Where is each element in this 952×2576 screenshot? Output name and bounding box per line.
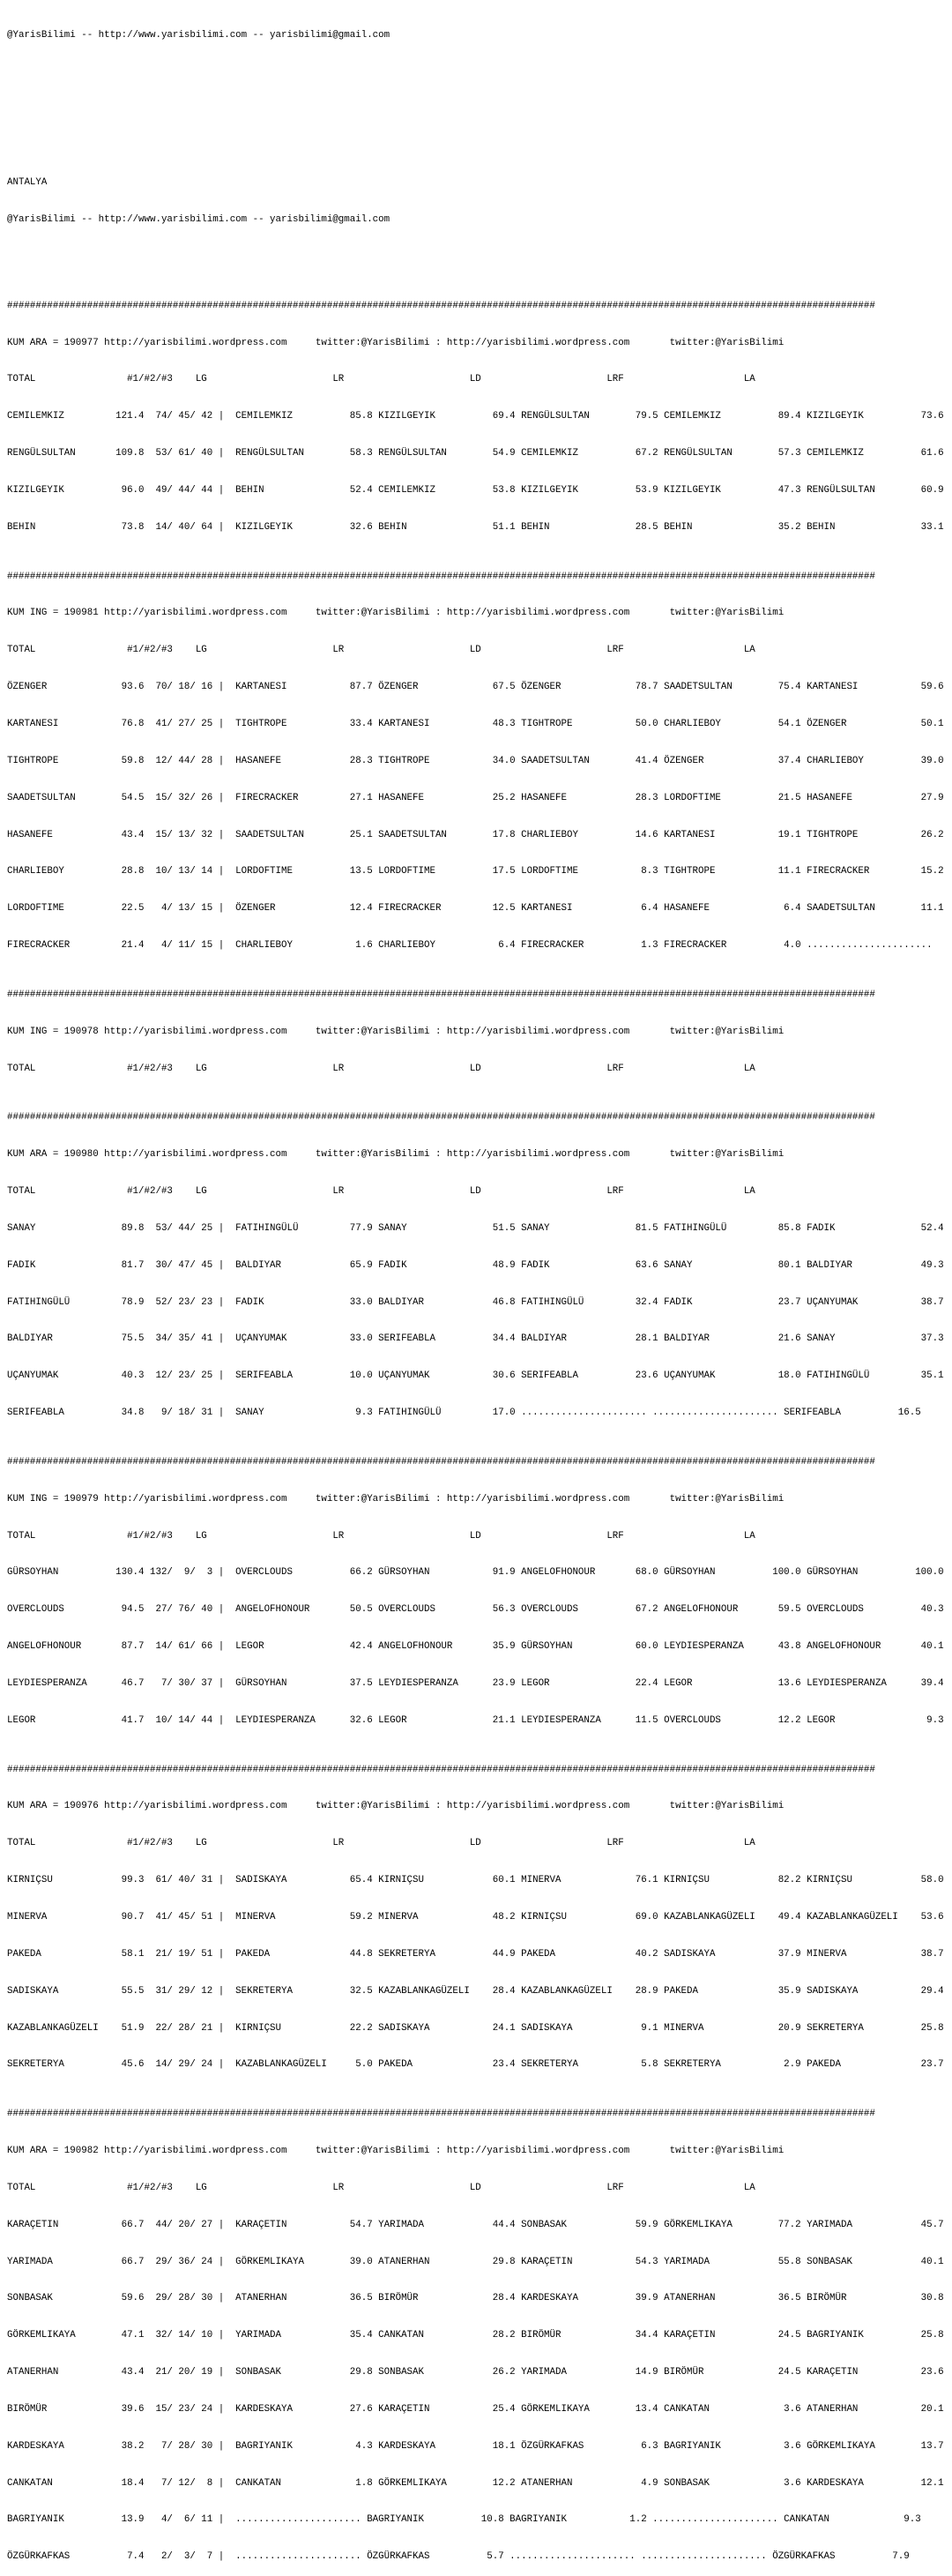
race-header: KUM ING = 190978 http://yarisbilimi.wordpress.com twitter:@YarisBilimi : http://yarisbilimi.wordpress.com twitter:@YarisBilimi xyxy=(7,1026,785,1037)
table-row: LEYDIESPERANZA 46.7 7/ 30/ 37 | GÜRSOYHAN 37.5 LEYDIESPERANZA 23.9 LEGOR 22.4 LEGOR 13.6 LEYDIESPERANZA 39.4 xyxy=(7,1677,944,1689)
race-header: KUM ING = 190981 http://yarisbilimi.wordpress.com twitter:@YarisBilimi : http://yarisbilimi.wordpress.com twitter:@YarisBilimi xyxy=(7,608,785,619)
table-row: PAKEDA 58.1 21/ 19/ 51 | PAKEDA 44.8 SEKRETERYA 44.9 PAKEDA 40.2 SADISKAYA 37.9 MINERVA 38.7 xyxy=(7,1948,944,1960)
blank-line xyxy=(7,251,952,264)
separator-line: ######################################################################################################################################################## xyxy=(7,989,875,1000)
table-row: BALDIYAR 75.5 34/ 35/ 41 | UÇANYUMAK 33.0 SERIFEABLA 34.4 BALDIYAR 28.1 BALDIYAR 21.6 SANAY 37.3 xyxy=(7,1333,944,1345)
column-headers: TOTAL #1/#2/#3 LG LR LD LRF LA xyxy=(7,1186,755,1198)
table-row: SEKRETERYA 45.6 14/ 29/ 24 | KAZABLANKAGÜZELI 5.0 PAKEDA 23.4 SEKRETERYA 5.8 SEKRETERYA 2.9 PAKEDA 23.7 xyxy=(7,2059,944,2071)
table-row: KARAÇETIN 66.7 44/ 20/ 27 | KARAÇETIN 54.7 YARIMADA 44.4 SONBASAK 59.9 GÖRKEMLIKAYA 77.2 YARIMADA 45.7 xyxy=(7,2219,944,2230)
table-row: SANAY 89.8 53/ 44/ 25 | FATIHINGÜLÜ 77.9 SANAY 51.5 SANAY 81.5 FATIHINGÜLÜ 85.8 FADIK 52.4 xyxy=(7,1222,944,1234)
table-row: KARTANESI 76.8 41/ 27/ 25 | TIGHTROPE 33.4 KARTANESI 48.3 TIGHTROPE 50.0 CHARLIEBOY 54.1 ÖZENGER 50.1 xyxy=(7,719,944,729)
race-header: KUM ARA = 190976 http://yarisbilimi.wordpress.com twitter:@YarisBilimi : http://yarisbilimi.wordpress.com twitter:@YarisBilimi xyxy=(7,1801,785,1812)
table-row: LORDOFTIME 22.5 4/ 13/ 15 | ÖZENGER 12.4 FIRECRACKER 12.5 KARTANESI 6.4 HASANEFE 6.4 SAADETSULTAN 11.1 xyxy=(7,903,944,915)
table-row: SADISKAYA 55.5 31/ 29/ 12 | SEKRETERYA 32.5 KAZABLANKAGÜZELI 28.4 KAZABLANKAGÜZELI 28.9 PAKEDA 35.9 SADISKAYA 29.4 xyxy=(7,1985,944,1997)
table-row: RENGÜLSULTAN 109.8 53/ 61/ 40 | RENGÜLSULTAN 58.3 RENGÜLSULTAN 54.9 CEMILEMKIZ 67.2 RENGÜLSULTAN 57.3 CEMILEMKIZ 61.6 xyxy=(7,448,944,459)
table-row: OVERCLOUDS 94.5 27/ 76/ 40 | ANGELOFHONOUR 50.5 OVERCLOUDS 56.3 OVERCLOUDS 67.2 ANGELOFHONOUR 59.5 OVERCLOUDS 40.3 xyxy=(7,1604,944,1616)
column-headers: TOTAL #1/#2/#3 LG LR LD LRF LA xyxy=(7,1838,755,1849)
separator-line: ######################################################################################################################################################## xyxy=(7,1112,875,1124)
table-row: SONBASAK 59.6 29/ 28/ 30 | ATANERHAN 36.5 BIRÖMÜR 28.4 KARDESKAYA 39.9 ATANERHAN 36.5 BIRÖMÜR 30.8 xyxy=(7,2293,944,2304)
table-row: HASANEFE 43.4 15/ 13/ 32 | SAADETSULTAN 25.1 SAADETSULTAN 17.8 CHARLIEBOY 14.6 KARTANESI 19.1 TIGHTROPE 26.2 xyxy=(7,829,944,840)
city-title: ANTALYA xyxy=(7,177,48,189)
table-row: KIZILGEYIK 96.0 49/ 44/ 44 | BEHIN 52.4 CEMILEMKIZ 53.8 KIZILGEYIK 53.9 KIZILGEYIK 47.3 RENGÜLSULTAN 60.9 xyxy=(7,484,944,496)
separator-line: ######################################################################################################################################################## xyxy=(7,1456,875,1467)
table-row: ANGELOFHONOUR 87.7 14/ 61/ 66 | LEGOR 42.4 ANGELOFHONOUR 35.9 GÜRSOYHAN 60.0 LEYDIESPERANZA 43.8 ANGELOFHONOUR 40.1 xyxy=(7,1641,944,1653)
table-row: CHARLIEBOY 28.8 10/ 13/ 14 | LORDOFTIME 13.5 LORDOFTIME 17.5 LORDOFTIME 8.3 TIGHTROPE 11.1 FIRECRACKER 15.2 xyxy=(7,866,944,877)
table-row: SAADETSULTAN 54.5 15/ 32/ 26 | FIRECRACKER 27.1 HASANEFE 25.2 HASANEFE 28.3 LORDOFTIME 21.5 HASANEFE 27.9 xyxy=(7,792,944,803)
column-headers: TOTAL #1/#2/#3 LG LR LD LRF LA xyxy=(7,374,755,385)
header-line: @YarisBilimi -- http://www.yarisbilimi.com -- yarisbilimi@gmail.com xyxy=(7,214,390,226)
race-header: KUM ARA = 190980 http://yarisbilimi.wordpress.com twitter:@YarisBilimi : http://yarisbilimi.wordpress.com twitter:@YarisBilimi xyxy=(7,1149,785,1161)
table-row: ÖZENGER 93.6 70/ 18/ 16 | KARTANESI 87.7 ÖZENGER 67.5 ÖZENGER 78.7 SAADETSULTAN 75.4 KARTANESI 59.6 xyxy=(7,682,944,693)
table-row: TIGHTROPE 59.8 12/ 44/ 28 | HASANEFE 28.3 TIGHTROPE 34.0 SAADETSULTAN 41.4 ÖZENGER 37.4 CHARLIEBOY 39.0 xyxy=(7,755,944,766)
race-header: KUM ING = 190979 http://yarisbilimi.wordpress.com twitter:@YarisBilimi : http://yarisbilimi.wordpress.com twitter:@YarisBilimi xyxy=(7,1493,785,1505)
separator-line: ######################################################################################################################################################## xyxy=(7,571,875,582)
table-row: ÖZGÜRKAFKAS 7.4 2/ 3/ 7 | ...................... ÖZGÜRKAFKAS 5.7 ...................... ...................... ÖZGÜRKAFKAS 7.9 xyxy=(7,2551,910,2563)
blank-line xyxy=(7,140,952,153)
table-row: BIRÖMÜR 39.6 15/ 23/ 24 | KARDESKAYA 27.6 KARAÇETIN 25.4 GÖRKEMLIKAYA 13.4 CANKATAN 3.6 ATANERHAN 20.1 xyxy=(7,2403,944,2415)
table-row: BEHIN 73.8 14/ 40/ 64 | KIZILGEYIK 32.6 BEHIN 51.1 BEHIN 28.5 BEHIN 35.2 BEHIN 33.1 xyxy=(7,521,944,533)
table-row: ATANERHAN 43.4 21/ 20/ 19 | SONBASAK 29.8 SONBASAK 26.2 YARIMADA 14.9 BIRÖMÜR 24.5 KARAÇETIN 23.6 xyxy=(7,2367,944,2378)
column-headers: TOTAL #1/#2/#3 LG LR LD LRF LA xyxy=(7,1530,755,1542)
separator-line: ######################################################################################################################################################## xyxy=(7,2109,875,2120)
blank-line xyxy=(7,104,952,116)
separator-line: ######################################################################################################################################################## xyxy=(7,300,875,311)
separator-line: ######################################################################################################################################################## xyxy=(7,1764,875,1775)
table-row: LEGOR 41.7 10/ 14/ 44 | LEYDIESPERANZA 32.6 LEGOR 21.1 LEYDIESPERANZA 11.5 OVERCLOUDS 12.2 LEGOR 9.3 xyxy=(7,1714,944,1726)
race-header: KUM ARA = 190977 http://yarisbilimi.wordpress.com twitter:@YarisBilimi : http://yarisbilimi.wordpress.com twitter:@YarisBilimi xyxy=(7,337,785,348)
table-row: CANKATAN 18.4 7/ 12/ 8 | CANKATAN 1.8 GÖRKEMLIKAYA 12.2 ATANERHAN 4.9 SONBASAK 3.6 KARDESKAYA 12.1 xyxy=(7,2477,944,2489)
blank-line xyxy=(7,67,952,79)
header-line: @YarisBilimi -- http://www.yarisbilimi.com -- yarisbilimi@gmail.com xyxy=(7,29,390,41)
race-header: KUM ARA = 190982 http://yarisbilimi.wordpress.com twitter:@YarisBilimi : http://yarisbilimi.wordpress.com twitter:@YarisBilimi xyxy=(7,2145,785,2156)
table-row: GÖRKEMLIKAYA 47.1 32/ 14/ 10 | YARIMADA 35.4 CANKATAN 28.2 BIRÖMÜR 34.4 KARAÇETIN 24.5 BAGRIYANIK 25.8 xyxy=(7,2330,944,2341)
table-row: KAZABLANKAGÜZELI 51.9 22/ 28/ 21 | KIRNIÇSU 22.2 SADISKAYA 24.1 SADISKAYA 9.1 MINERVA 20.9 SEKRETERYA 25.8 xyxy=(7,2022,944,2034)
table-row: GÜRSOYHAN 130.4 132/ 9/ 3 | OVERCLOUDS 66.2 GÜRSOYHAN 91.9 ANGELOFHONOUR 68.0 GÜRSOYHAN 100.0 GÜRSOYHAN 100.0 xyxy=(7,1567,944,1579)
column-headers: TOTAL #1/#2/#3 LG LR LD LRF LA xyxy=(7,2182,755,2193)
column-headers: TOTAL #1/#2/#3 LG LR LD LRF LA xyxy=(7,1063,755,1074)
table-row: MINERVA 90.7 41/ 45/ 51 | MINERVA 59.2 MINERVA 48.2 KIRNIÇSU 69.0 KAZABLANKAGÜZELI 49.4 KAZABLANKAGÜZELI 53.6 xyxy=(7,1911,944,1923)
table-row: SERIFEABLA 34.8 9/ 18/ 31 | SANAY 9.3 FATIHINGÜLÜ 17.0 ...................... ...................... SERIFEABLA 16.5 xyxy=(7,1407,921,1419)
table-row: FIRECRACKER 21.4 4/ 11/ 15 | CHARLIEBOY 1.6 CHARLIEBOY 6.4 FIRECRACKER 1.3 FIRECRACKER 4.0 ...................... xyxy=(7,940,933,952)
table-row: UÇANYUMAK 40.3 12/ 23/ 25 | SERIFEABLA 10.0 UÇANYUMAK 30.6 SERIFEABLA 23.6 UÇANYUMAK 18.0 FATIHINGÜLÜ 35.1 xyxy=(7,1370,944,1382)
table-row: YARIMADA 66.7 29/ 36/ 24 | GÖRKEMLIKAYA 39.0 ATANERHAN 29.8 KARAÇETIN 54.3 YARIMADA 55.8 SONBASAK 40.1 xyxy=(7,2256,944,2267)
table-row: FATIHINGÜLÜ 78.9 52/ 23/ 23 | FADIK 33.0 BALDIYAR 46.8 FATIHINGÜLÜ 32.4 FADIK 23.7 UÇANYUMAK 38.7 xyxy=(7,1296,944,1308)
table-row: BAGRIYANIK 13.9 4/ 6/ 11 | ...................... BAGRIYANIK 10.8 BAGRIYANIK 1.2 ...................... CANKATAN 9.3 xyxy=(7,2514,921,2526)
column-headers: TOTAL #1/#2/#3 LG LR LD LRF LA xyxy=(7,645,755,656)
table-row: KIRNIÇSU 99.3 61/ 40/ 31 | SADISKAYA 65.4 KIRNIÇSU 60.1 MINERVA 76.1 KIRNIÇSU 82.2 KIRNIÇSU 58.0 xyxy=(7,1875,944,1886)
table-row: KARDESKAYA 38.2 7/ 28/ 30 | BAGRIYANIK 4.3 KARDESKAYA 18.1 ÖZGÜRKAFKAS 6.3 BAGRIYANIK 3.6 GÖRKEMLIKAYA 13.7 xyxy=(7,2440,944,2452)
table-row: FADIK 81.7 30/ 47/ 45 | BALDIYAR 65.9 FADIK 48.9 FADIK 63.6 SANAY 80.1 BALDIYAR 49.3 xyxy=(7,1259,944,1271)
table-row: CEMILEMKIZ 121.4 74/ 45/ 42 | CEMILEMKIZ 85.8 KIZILGEYIK 69.4 RENGÜLSULTAN 79.5 CEMILEMKIZ 89.4 KIZILGEYIK 73.6 xyxy=(7,411,944,422)
